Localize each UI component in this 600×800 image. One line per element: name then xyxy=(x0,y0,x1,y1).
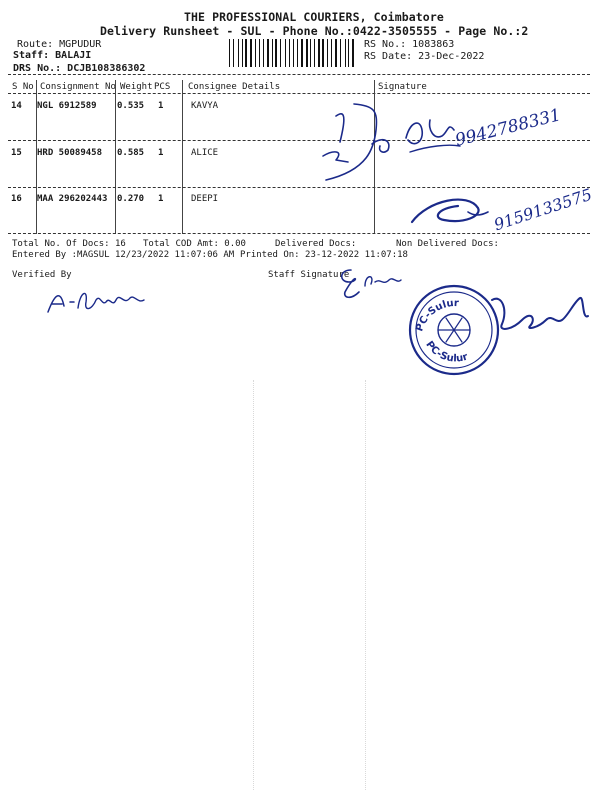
barcode-bar xyxy=(355,39,356,67)
row-weight: 0.585 xyxy=(117,148,145,158)
col-sno-header: S No xyxy=(12,82,34,92)
staff-signature xyxy=(335,264,415,304)
row-weight: 0.535 xyxy=(117,101,145,111)
column-separator xyxy=(115,80,116,234)
verified-by-label: Verified By xyxy=(12,270,72,280)
stamp-text-top: PC-Sulur xyxy=(414,297,460,334)
row-sno: 16 xyxy=(11,194,22,204)
barcode-bar xyxy=(269,39,270,67)
col-consignment-header: Consignment No xyxy=(40,82,116,92)
row-consignee: ALICE xyxy=(191,148,219,158)
barcode-bar xyxy=(272,39,273,67)
runsheet-subtitle: Delivery Runsheet - SUL - Phone No.:0422-3505555 - Page No.:2 xyxy=(100,24,529,38)
barcode-bar xyxy=(295,39,296,67)
barcode-bar xyxy=(263,39,264,67)
header-divider-top xyxy=(8,74,590,75)
barcode xyxy=(229,39,357,67)
col-pcs-header: PCS xyxy=(154,82,171,92)
barcode-bar xyxy=(250,39,252,67)
barcode-bar xyxy=(231,39,232,67)
col-signature-header: Signature xyxy=(378,82,427,92)
barcode-bar xyxy=(346,39,347,67)
company-title: THE PROFESSIONAL COURIERS, Coimbatore xyxy=(184,10,444,24)
barcode-bar xyxy=(342,39,343,67)
barcode-bar xyxy=(335,39,337,67)
rs-number: RS No.: 1083863 xyxy=(364,39,455,50)
barcode-bar xyxy=(352,39,354,67)
row-pcs: 1 xyxy=(158,101,164,111)
barcode-bar xyxy=(278,39,279,67)
barcode-bar xyxy=(329,39,330,67)
barcode-bar xyxy=(285,39,286,67)
row-sno: 14 xyxy=(11,101,22,111)
barcode-bar xyxy=(316,39,317,67)
handwritten-phone: 9942788331 xyxy=(453,105,563,151)
verified-signature xyxy=(44,282,154,322)
col-weight-header: Weight xyxy=(120,82,153,92)
barcode-bar xyxy=(238,39,239,67)
barcode-bar xyxy=(290,39,291,67)
header-divider-bottom xyxy=(8,93,590,94)
barcode-bar xyxy=(321,39,322,67)
barcode-bar xyxy=(322,39,323,67)
row-weight: 0.270 xyxy=(117,194,145,204)
stamp-signature xyxy=(488,290,593,340)
drs-number: DRS No.: DCJB108386302 xyxy=(13,63,146,74)
barcode-bar xyxy=(332,39,333,67)
barcode-bar xyxy=(310,39,311,67)
row-consignee: DEEPI xyxy=(191,194,219,204)
scan-artifact-line xyxy=(365,380,366,790)
barcode-bar xyxy=(239,39,240,67)
row-consignment: HRD 50089458 xyxy=(37,148,103,158)
total-docs: Total No. Of Docs: 16 xyxy=(12,239,126,249)
column-separator xyxy=(182,80,183,234)
rs-date: RS Date: 23-Dec-2022 xyxy=(364,51,485,62)
entered-by: Entered By :MAGSUL 12/23/2022 11:07:06 AM xyxy=(12,250,235,260)
scan-artifact-line xyxy=(253,380,254,790)
barcode-bar xyxy=(304,39,305,67)
route-label: Route: MGPUDUR xyxy=(17,39,102,50)
row-consignment: MAA 296202443 xyxy=(37,194,108,204)
col-consignee-header: Consignee Details xyxy=(188,82,281,92)
barcode-bar xyxy=(348,39,349,67)
barcode-bar xyxy=(265,39,266,67)
barcode-bar xyxy=(297,39,298,67)
barcode-bar xyxy=(244,39,245,67)
barcode-bar xyxy=(327,39,328,67)
row-pcs: 1 xyxy=(158,194,164,204)
barcode-bar xyxy=(289,39,290,67)
row-pcs: 1 xyxy=(158,148,164,158)
row-sno: 15 xyxy=(11,148,22,158)
staff-label: Staff: BALAJI xyxy=(13,50,92,61)
row-consignment: NGL 6912589 xyxy=(37,101,97,111)
printed-on: Printed On: 23-12-2022 11:07:18 xyxy=(240,250,408,260)
handwritten-phone: 9159133575 xyxy=(491,184,595,235)
barcode-bar xyxy=(301,39,303,67)
barcode-bar xyxy=(253,39,254,67)
delivered-docs: Delivered Docs: xyxy=(275,239,357,249)
barcode-bar xyxy=(314,39,315,67)
total-cod: Total COD Amt: 0.00 xyxy=(143,239,246,249)
barcode-bar xyxy=(340,39,341,67)
barcode-bar xyxy=(245,39,246,67)
barcode-bar xyxy=(256,39,257,67)
stamp-text-bottom: PC-Sulur xyxy=(423,339,470,365)
non-delivered-docs: Non Delivered Docs: xyxy=(396,239,499,249)
barcode-bar xyxy=(275,39,276,67)
staff-signature-label: Staff Signature xyxy=(268,270,350,280)
barcode-bar xyxy=(233,39,234,67)
barcode-bar xyxy=(259,39,260,67)
barcode-bar xyxy=(308,39,309,67)
barcode-bar xyxy=(281,39,283,67)
row-consignee: KAVYA xyxy=(191,101,219,111)
